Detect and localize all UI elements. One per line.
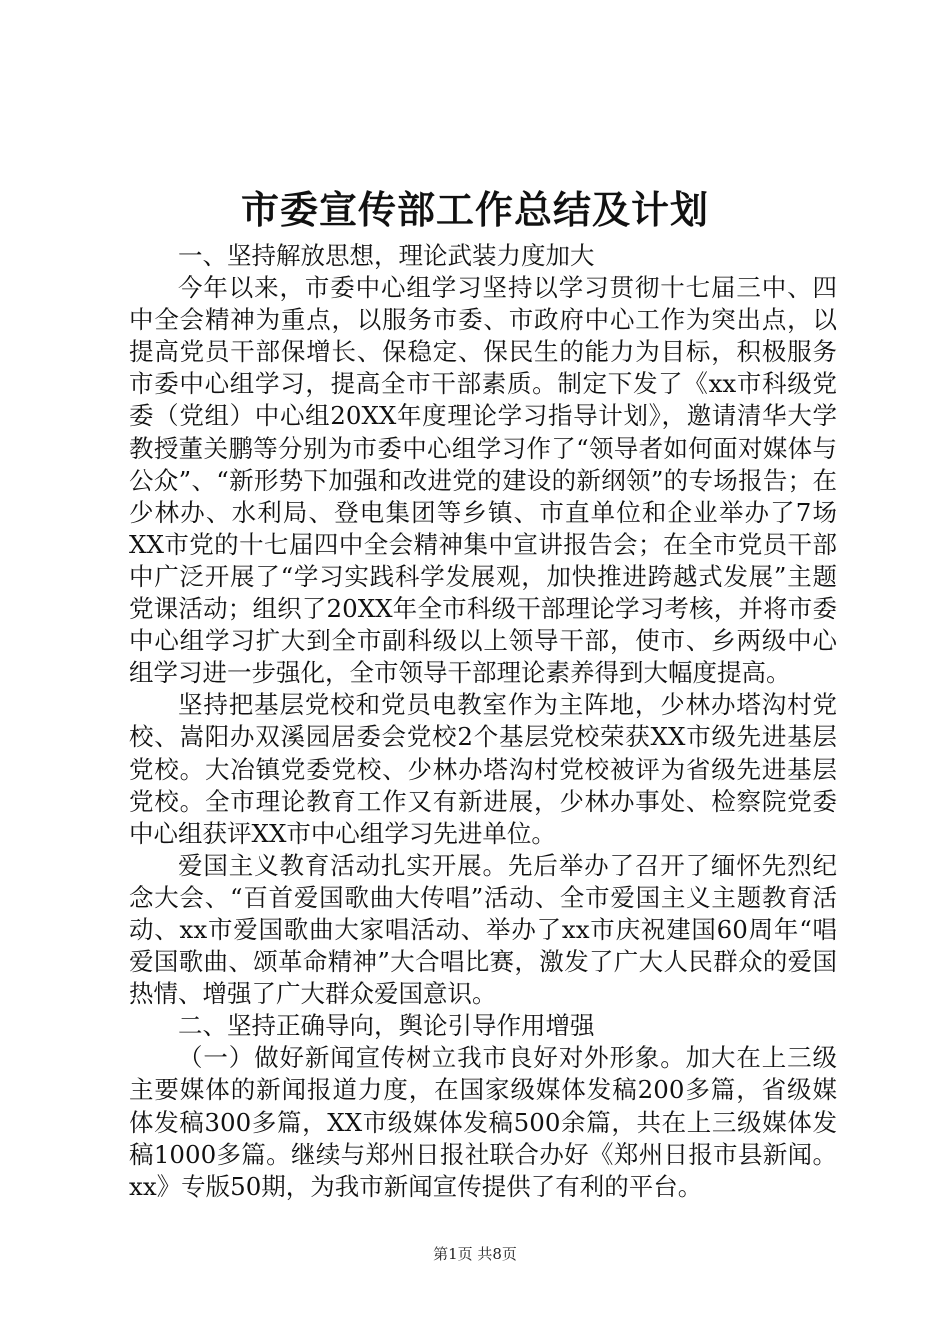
- section-heading: 一、坚持解放思想，理论武装力度加大: [178, 241, 595, 270]
- section-heading: 二、坚持正确导向，舆论引导作用增强: [178, 1011, 595, 1041]
- page-number-footer: 第1页 共8页: [433, 1245, 517, 1263]
- body-paragraph: 今年以来，市委中心组学习坚持以学习贯彻十七届三中、四中全会精神为重点，以服务市委、市政府中心工作为突出点，以提高党员干部保增长、保稳定、保民生的能力为目标，积极服务市委中心组学习，提高全市干部素质。制定下发了《xx市科级党委（党组）中心组20XX年度理论学习指导计划》，邀请清华大学教授董关鹏等分别为市委中心组学习作了“领导者如何面对媒体与公众”、“新形势下加强和改进党的建设的新纲领”的专场报告；在少林办、水利局、登电集团等乡镇、市直单位和企业举办了7场XX市党的十七届四中全会精神集中宣讲报告会；在全市党员干部中广泛开展了“学习实践科学发展观，加快推进跨越式发展”主题党课活动；组织了20XX年全市科级干部理论学习考核，并将市委中心组学习扩大到全市副科级以上领导干部，使市、乡两级中心组学习进一步强化，全市领导干部理论素养得到大幅度提高。: [129, 273, 837, 688]
- body-paragraph: 爱国主义教育活动扎实开展。先后举办了召开了缅怀先烈纪念大会、“百首爱国歌曲大传唱”活动、全市爱国主义主题教育活动、xx市爱国歌曲大家唱活动、举办了xx市庆祝建国60周年“唱爱国歌曲、颂革命精神”大合唱比赛，激发了广大人民群众的爱国热情、增强了广大群众爱国意识。: [129, 850, 837, 1009]
- document-body: [129, 240, 837, 1203]
- body-paragraph: 坚持把基层党校和党员电教室作为主阵地，少林办塔沟村党校、嵩阳办双溪园居委会党校2个基层党校荣获XX市级先进基层党校。大冶镇党委党校、少林办塔沟村党校被评为省级先进基层党校。全市理论教育工作又有新进展，少林办事处、检察院党委中心组获评XX市中心组学习先进单位。: [129, 690, 837, 848]
- document-title: 市委宣传部工作总结及计划: [240, 187, 709, 232]
- body-paragraph: （一）做好新闻宣传树立我市良好对外形象。加大在上三级主要媒体的新闻报道力度，在国家级媒体发稿200多篇，省级媒体发稿300多篇，XX市级媒体发稿500余篇，共在上三级媒体发稿1000多篇。继续与郑州日报社联合办好《郑州日报市县新闻。xx》专版50期，为我市新闻宣传提供了有利的平台。: [129, 1043, 837, 1201]
